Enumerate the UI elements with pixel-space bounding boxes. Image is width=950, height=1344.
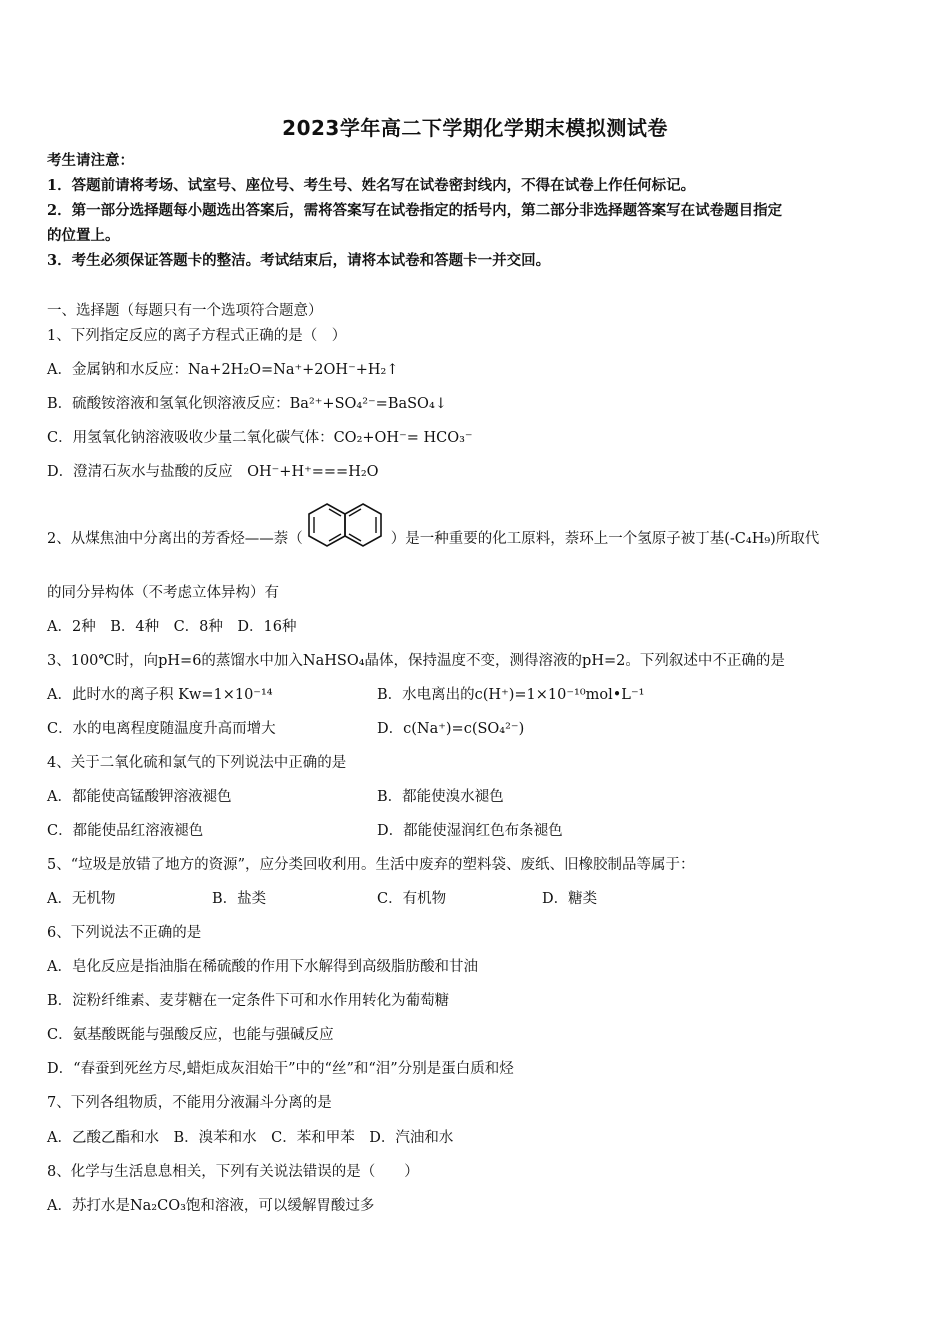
notice-item-3: 3．考生必须保证答题卡的整洁。考试结束后，请将本试卷和答题卡一并交回。 xyxy=(47,252,551,269)
q3-options-row-1 xyxy=(47,685,907,705)
q6-option-a: A．皂化反应是指油脂在稀硫酸的作用下水解得到高级脂肪酸和甘油 xyxy=(47,959,478,975)
q6-option-b: B．淀粉纤维素、麦芽糖在一定条件下可和水作用转化为葡萄糖 xyxy=(47,993,450,1009)
q4-options-row-1 xyxy=(47,787,907,807)
q1-option-b: B．硫酸铵溶液和氢氧化钡溶液反应：Ba²⁺+SO₄²⁻=BaSO₄↓ xyxy=(47,396,447,412)
section-heading: 一、选择题（每题只有一个选项符合题意） xyxy=(47,303,323,319)
notice-heading: 考生请注意： xyxy=(47,152,134,169)
q3-options-row-2 xyxy=(47,719,907,739)
q5-stem: 5、“垃圾是放错了地方的资源”，应分类回收利用。生活中废弃的塑料袋、废纸、旧橡胶制品等属于： xyxy=(47,857,695,873)
naphthalene-structure-icon xyxy=(305,500,389,578)
q3-option-a: A．此时水的离子积 Kw=1×10⁻¹⁴ xyxy=(47,687,273,703)
q6-stem: 6、下列说法不正确的是 xyxy=(47,925,202,941)
q6-option-d: D．“春蚕到死丝方尽,蜡炬成灰泪始干”中的“丝”和“泪”分别是蛋白质和烃 xyxy=(47,1061,514,1077)
q2-stem-cont: 的同分异构体（不考虑立体异构）有 xyxy=(47,585,279,601)
q1-option-d: D．澄清石灰水与盐酸的反应 OH⁻+H⁺===H₂O xyxy=(47,464,379,480)
q4-options-row-2 xyxy=(47,821,907,841)
q1-option-a: A．金属钠和水反应：Na+2H₂O=Na⁺+2OH⁻+H₂↑ xyxy=(47,362,399,378)
q4-option-a: A．都能使高锰酸钾溶液褪色 xyxy=(47,789,232,805)
notice-item-1: 1．答题前请将考场、试室号、座位号、考生号、姓名写在试卷密封线内，不得在试卷上作任何标记。 xyxy=(47,177,696,194)
q4-option-b: B．都能使溴水褪色 xyxy=(377,789,504,805)
q3-option-c: C．水的电离程度随温度升高而增大 xyxy=(47,721,276,737)
q5-option-c: C．有机物 xyxy=(377,891,447,907)
q6-option-c: C．氨基酸既能与强酸反应，也能与强碱反应 xyxy=(47,1027,334,1043)
q2-stem-part-b: ）是一种重要的化工原料，萘环上一个氢原子被丁基(-C₄H₉)所取代 xyxy=(390,531,820,547)
q2-stem-part-a: 2、从煤焦油中分离出的芳香烃——萘（ xyxy=(47,531,303,547)
q3-option-b: B．水电离出的c(H⁺)=1×10⁻¹⁰mol•L⁻¹ xyxy=(377,687,645,703)
q5-option-d: D．糖类 xyxy=(542,891,598,907)
q1-option-c: C．用氢氧化钠溶液吸收少量二氧化碳气体：CO₂+OH⁻= HCO₃⁻ xyxy=(47,430,473,446)
q3-option-d: D．c(Na⁺)=c(SO₄²⁻) xyxy=(377,721,525,737)
q2-options: A．2种 B．4种 C．8种 D．16种 xyxy=(47,619,297,635)
q4-option-d: D．都能使湿润红色布条褪色 xyxy=(377,823,563,839)
page-title: 2023学年高二下学期化学期末模拟测试卷 xyxy=(282,116,668,140)
notice-item-2-cont: 的位置上。 xyxy=(47,227,120,244)
q8-stem: 8、化学与生活息息相关，下列有关说法错误的是（ ） xyxy=(47,1164,419,1180)
q1-stem: 1、下列指定反应的离子方程式正确的是（ ） xyxy=(47,328,347,344)
q3-stem: 3、100℃时，向pH=6的蒸馏水中加入NaHSO₄晶体，保持温度不变，测得溶液的pH=2。下列叙述中不正确的是 xyxy=(47,653,785,669)
q7-stem: 7、下列各组物质，不能用分液漏斗分离的是 xyxy=(47,1095,332,1111)
notice-item-2: 2．第一部分选择题每小题选出答案后，需将答案写在试卷指定的括号内，第二部分非选择题答案写在试卷题目指定 xyxy=(47,202,783,219)
q4-option-c: C．都能使品红溶液褪色 xyxy=(47,823,204,839)
q5-option-a: A．无机物 xyxy=(47,891,116,907)
q2-stem xyxy=(47,500,907,578)
q4-stem: 4、关于二氧化硫和氯气的下列说法中正确的是 xyxy=(47,755,347,771)
q8-option-a: A．苏打水是Na₂CO₃饱和溶液，可以缓解胃酸过多 xyxy=(47,1198,375,1214)
q5-option-b: B．盐类 xyxy=(212,891,267,907)
q7-options: A．乙酸乙酯和水 B．溴苯和水 C．苯和甲苯 D．汽油和水 xyxy=(47,1130,454,1146)
